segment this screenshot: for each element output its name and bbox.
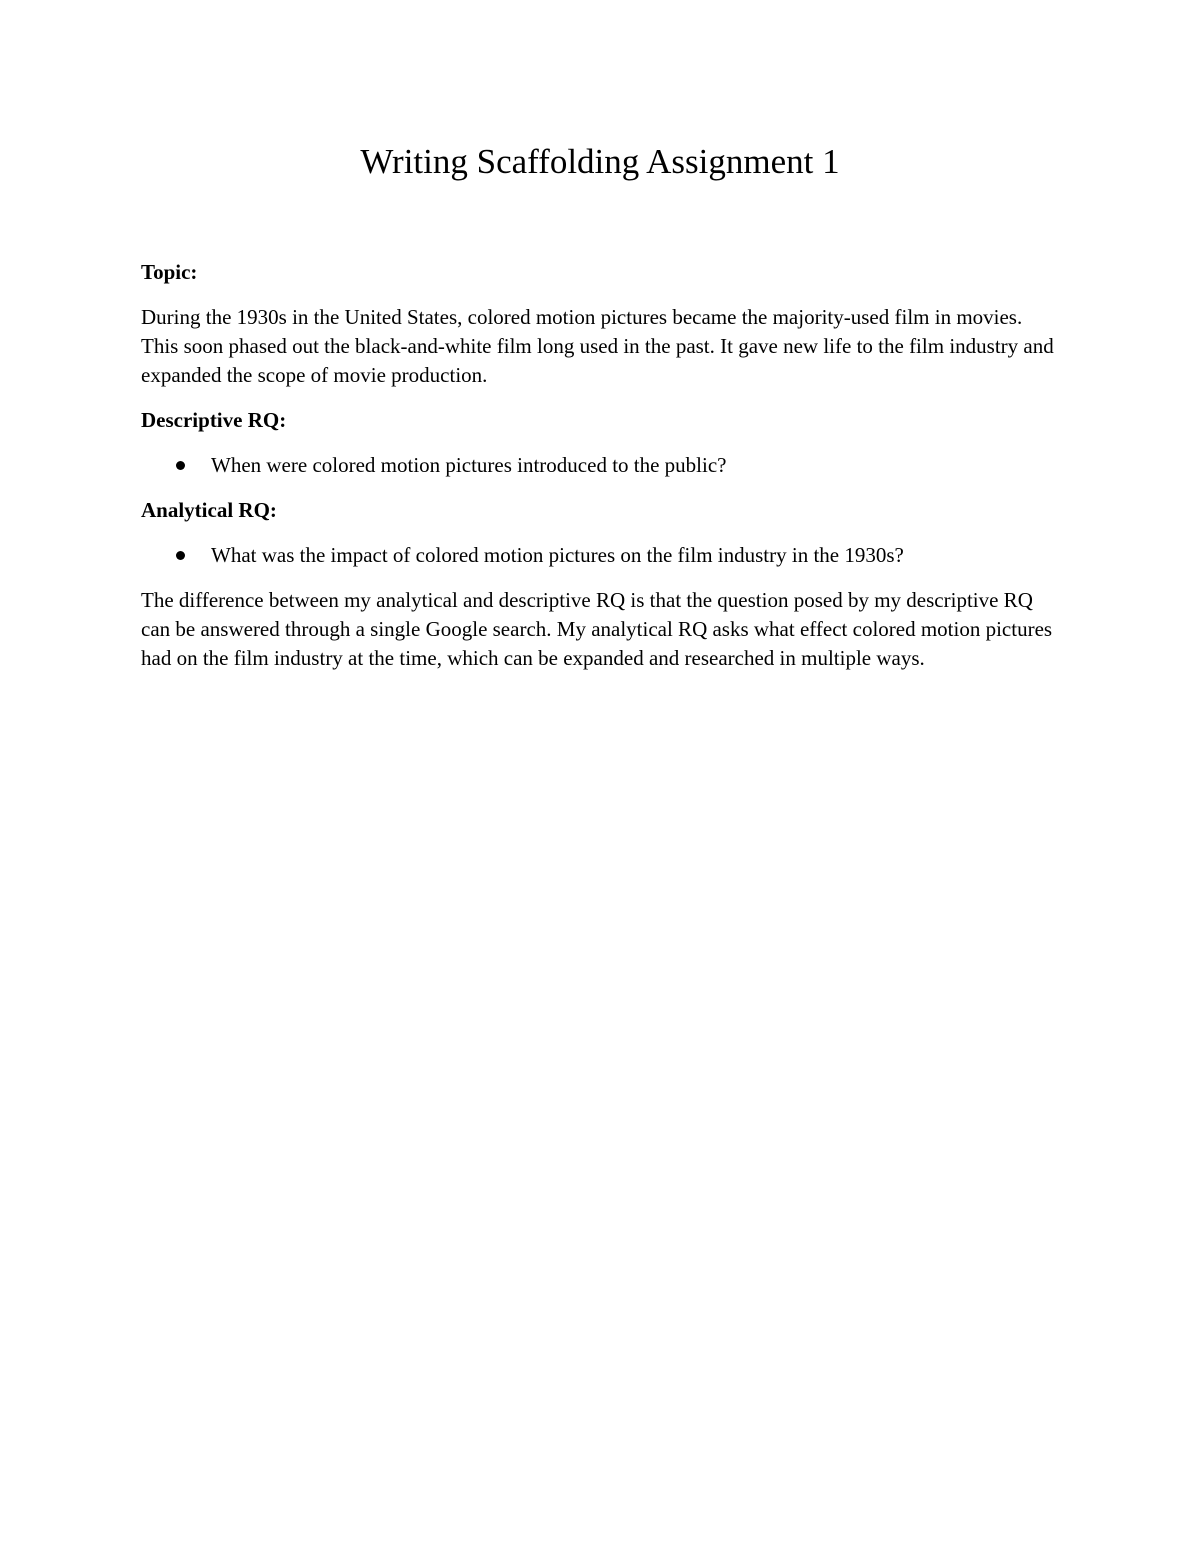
bullet-icon bbox=[176, 551, 185, 560]
analytical-rq-heading: Analytical RQ: bbox=[141, 498, 277, 522]
topic-heading: Topic: bbox=[141, 260, 198, 284]
document-body bbox=[141, 258, 1061, 689]
analytical-rq-list bbox=[141, 541, 1061, 570]
document-title: Writing Scaffolding Assignment 1 bbox=[360, 142, 840, 181]
bullet-icon bbox=[176, 461, 185, 470]
descriptive-rq-text: When were colored motion pictures introduced to the public? bbox=[211, 453, 727, 477]
descriptive-rq-heading: Descriptive RQ: bbox=[141, 408, 287, 432]
analytical-rq-item bbox=[141, 541, 1061, 570]
topic-paragraph: During the 1930s in the United States, colored motion pictures became the majority-used film in movies. This soon phased out the black-and-white film long used in the past. It gave new life to the film industry and expanded the scope of movie production. bbox=[141, 305, 1054, 387]
descriptive-rq-list bbox=[141, 451, 1061, 480]
analytical-rq-text: What was the impact of colored motion pictures on the film industry in the 1930s? bbox=[211, 543, 904, 567]
conclusion-paragraph: The difference between my analytical and descriptive RQ is that the question posed by my descriptive RQ can be answered through a single Google search. My analytical RQ asks what effect colored motion pictures had on the film industry at the time, which can be expanded and researched in multiple ways. bbox=[141, 588, 1053, 670]
descriptive-rq-item bbox=[141, 451, 1061, 480]
